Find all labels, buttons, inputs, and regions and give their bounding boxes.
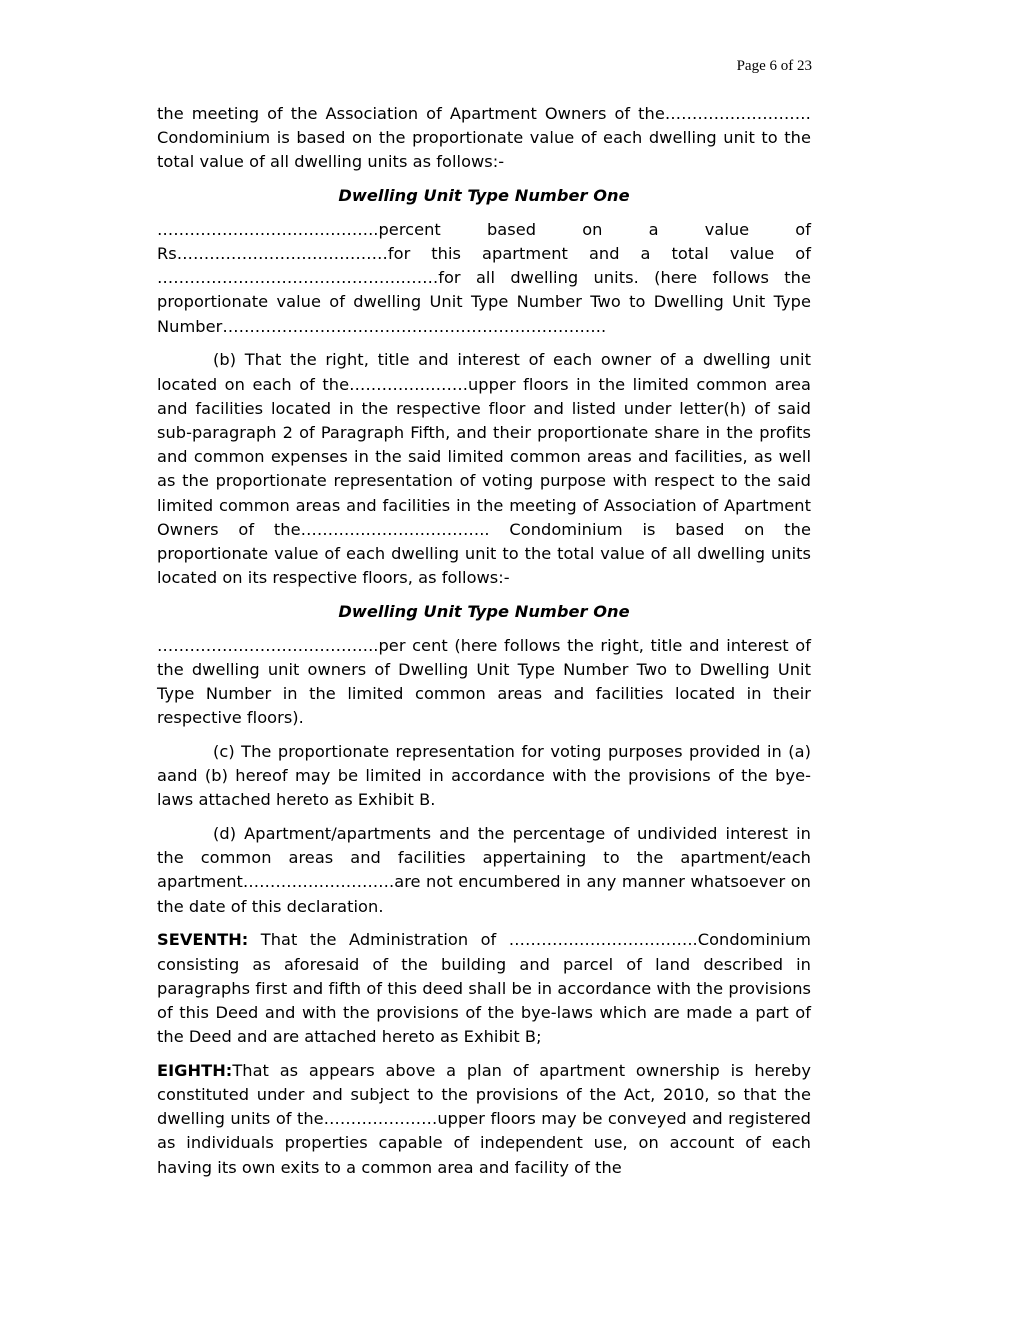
paragraph-seventh <box>157 928 811 1049</box>
text-seventh: That the Administration of ……………………………..Condominium consisting as aforesaid of the building and parcel of land described in paragraphs first and fifth of this deed shall be in accordance with the provisions of this Deed and with the provisions of the bye-laws which are made a part of the Deed and are attached hereto as Exhibit B; <box>157 930 811 1047</box>
paragraph-per-cent: …………………………………..per cent (here follows the right, title and interest of the dwelling unit owners of Dwelling Unit Type Number Two to Dwelling Unit Type Number in the limited common areas and facilities located in their respective floors). <box>157 635 811 728</box>
text-eighth: That as appears above a plan of apartment ownership is hereby constituted under and subject to the provisions of the Act, 2010, so that the dwelling units of the…………………upper floors may be conveyed and registered as individuals properties capable of independent use, on account of each having its own exits to a common area and facility of the <box>157 1060 811 1177</box>
label-eighth: EIGHTH: <box>157 1060 233 1080</box>
paragraph-clause-c: (c) The proportionate representation for voting purposes provided in (a) aand (b) hereof may be limited in accordance with the provisions of the bye-laws attached hereto as Exhibit B. <box>157 741 811 810</box>
paragraph-clause-b: (b) That the right, title and interest of each owner of a dwelling unit located on each of the………………….upper floors in the limited common area and facilities located in the respective floor and listed under letter(h) of said sub-paragraph 2 of Paragraph Fifth, and their proportionate share in the profits and common expenses in the said limited common areas and facilities, as well as the proportionate representation of voting purpose with respect to the said limited common areas and facilities in the meeting of Association of Apartment Owners of the…………………………….. Condominium is based on the proportionate value of each dwelling unit to the total value of all dwelling units located on its respective floors, as follows:- <box>157 350 811 588</box>
paragraph-eighth <box>157 1059 811 1180</box>
paragraph-percent-value: …………………………………..percent based on a value of Rs…………………………………for this apartment and a total value of …………………………………………….for all dwelling units. (here follows the proportionate value of dwelling Unit Type Number Two to Dwelling Unit Type Number…………………………………………………………….. <box>157 219 811 336</box>
heading-dwelling-unit-type-one-2: Dwelling Unit Type Number One <box>338 601 630 621</box>
paragraph-clause-d: (d) Apartment/apartments and the percentage of undivided interest in the common areas and facilities appertaining to the apartment/each apartment……………………….are not encumbered in any manner whatsoever on the date of this declaration. <box>157 823 811 916</box>
paragraph-voting-intro: the meeting of the Association of Apartment Owners of the………………………Condominium is based on the proportionate value of each dwelling unit to the total value of all dwelling units as follows:- <box>157 104 811 172</box>
document-body <box>157 102 811 1180</box>
heading-dwelling-unit-type-one: Dwelling Unit Type Number One <box>338 186 630 206</box>
label-seventh: SEVENTH: <box>157 930 249 950</box>
page-number: Page 6 of 23 <box>736 58 812 74</box>
